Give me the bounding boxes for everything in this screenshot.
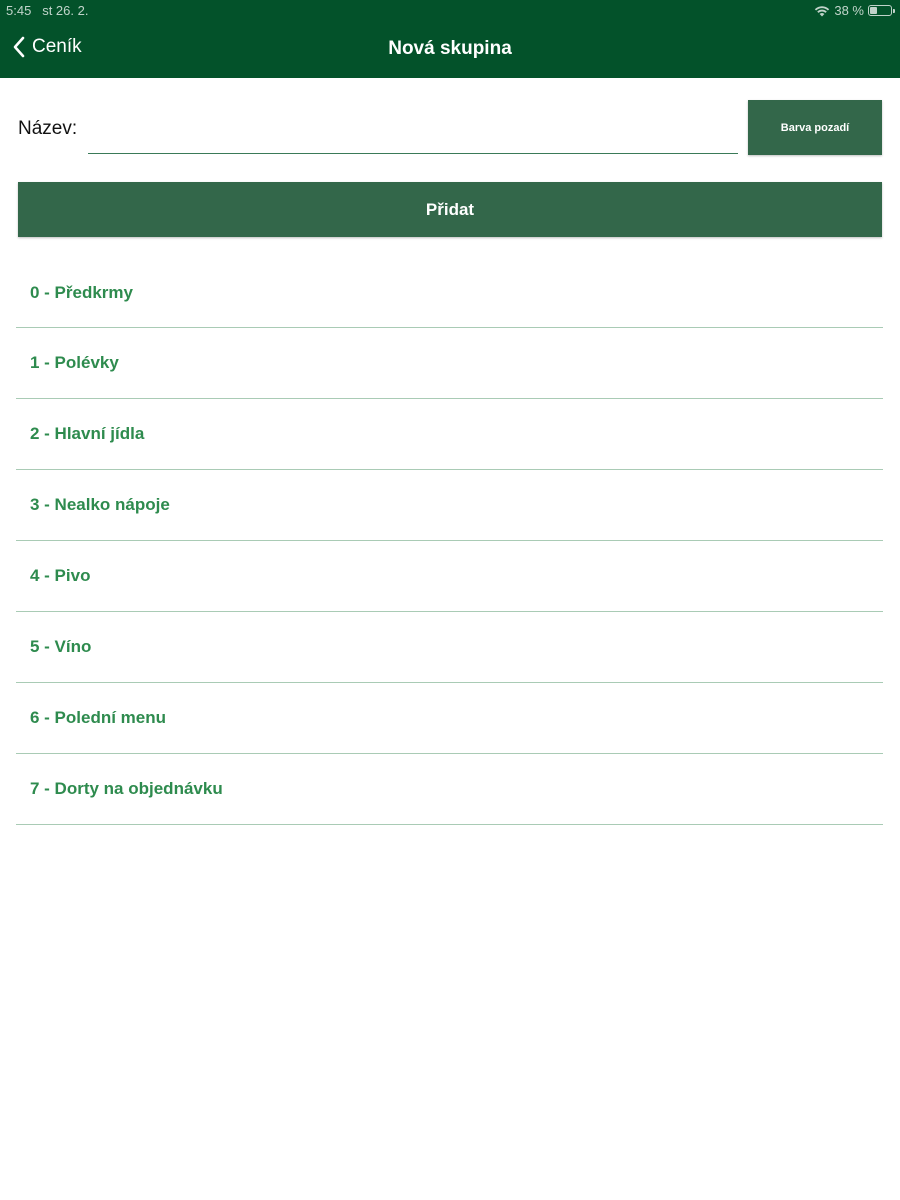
group-list-item[interactable]: 0 - Předkrmy	[16, 258, 883, 328]
background-color-button[interactable]: Barva pozadí	[748, 100, 882, 155]
group-list	[16, 258, 883, 825]
status-date: st 26. 2.	[42, 3, 89, 18]
page-title: Nová skupina	[388, 38, 512, 59]
group-list-item[interactable]: 2 - Hlavní jídla	[16, 399, 883, 470]
back-button-label: Ceník	[32, 36, 82, 57]
group-list-item[interactable]: 6 - Polední menu	[16, 683, 883, 754]
battery-icon	[868, 5, 892, 16]
battery-fill	[870, 7, 877, 14]
group-list-item[interactable]: 7 - Dorty na objednávku	[16, 754, 883, 825]
add-button[interactable]: Přidat	[18, 182, 882, 237]
status-time: 5:45	[6, 3, 32, 18]
status-indicators	[814, 3, 892, 18]
battery-percent: 38 %	[834, 3, 864, 18]
group-list-item[interactable]: 5 - Víno	[16, 612, 883, 683]
status-time-date	[6, 3, 88, 18]
wifi-icon	[814, 5, 830, 17]
group-list-item[interactable]: 1 - Polévky	[16, 328, 883, 399]
group-list-item[interactable]: 3 - Nealko nápoje	[16, 470, 883, 541]
name-input[interactable]	[88, 108, 738, 154]
battery-tip	[893, 9, 895, 13]
nav-bar	[0, 0, 900, 78]
group-list-item[interactable]: 4 - Pivo	[16, 541, 883, 612]
status-bar	[0, 0, 900, 22]
name-label: Název:	[18, 118, 78, 139]
